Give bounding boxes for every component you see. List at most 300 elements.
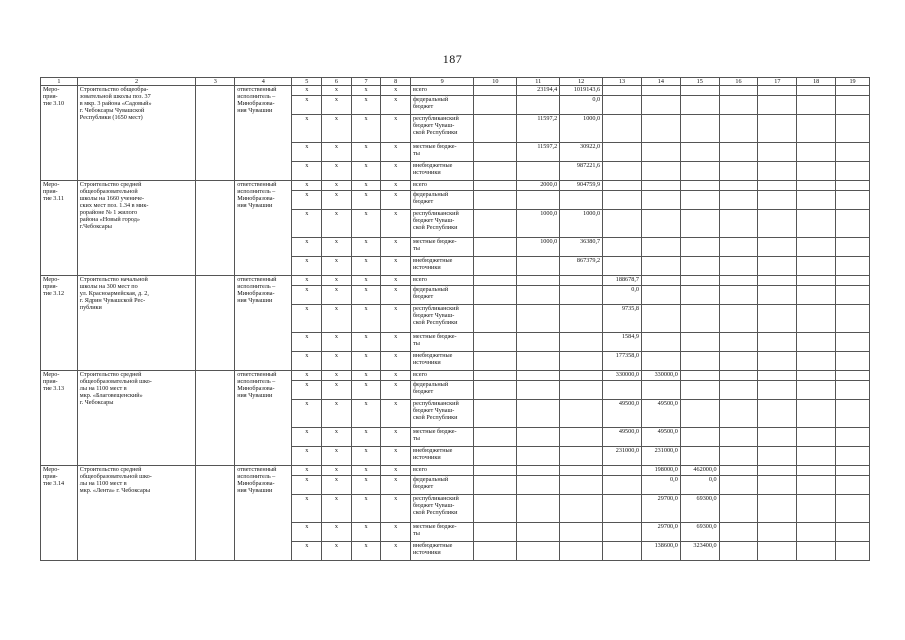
col3-cell	[196, 466, 235, 561]
col3-cell	[196, 86, 235, 181]
empty-cell	[836, 400, 870, 428]
x-mark: x	[292, 523, 322, 542]
empty-cell	[836, 371, 870, 381]
value-cell: 330000,0	[603, 371, 642, 381]
empty-cell	[719, 400, 758, 428]
x-mark: x	[381, 143, 411, 162]
value-cell	[560, 476, 603, 495]
value-cell	[603, 162, 642, 181]
funding-source: всего	[410, 181, 473, 191]
x-mark: x	[322, 466, 352, 476]
value-cell	[603, 466, 642, 476]
value-cell: 1000,0	[560, 115, 603, 143]
x-mark: x	[322, 162, 352, 181]
measure-id: Меро- прия- тие 3.13	[41, 371, 78, 466]
table-row	[41, 371, 870, 381]
empty-cell	[758, 238, 797, 257]
value-cell	[680, 352, 719, 371]
col10-cell	[474, 476, 517, 495]
value-cell	[641, 96, 680, 115]
value-cell	[560, 191, 603, 210]
empty-cell	[836, 238, 870, 257]
header-cell: 11	[517, 78, 560, 86]
value-cell: 49500,0	[641, 400, 680, 428]
value-cell	[641, 257, 680, 276]
x-mark: x	[351, 143, 381, 162]
funding-source: всего	[410, 276, 473, 286]
x-mark: x	[351, 371, 381, 381]
x-mark: x	[381, 238, 411, 257]
table-row	[41, 276, 870, 286]
empty-cell	[797, 381, 836, 400]
x-mark: x	[351, 115, 381, 143]
x-mark: x	[322, 495, 352, 523]
value-cell	[603, 191, 642, 210]
empty-cell	[758, 143, 797, 162]
empty-cell	[797, 466, 836, 476]
col10-cell	[474, 191, 517, 210]
value-cell: 904759,9	[560, 181, 603, 191]
value-cell	[603, 143, 642, 162]
table-row	[41, 181, 870, 191]
executor: ответственный исполнитель – Минобразова- ния Чувашии	[235, 86, 292, 181]
x-mark: x	[381, 447, 411, 466]
x-mark: x	[351, 191, 381, 210]
value-cell	[680, 115, 719, 143]
empty-cell	[719, 257, 758, 276]
empty-cell	[758, 286, 797, 305]
empty-cell	[836, 447, 870, 466]
value-cell	[517, 352, 560, 371]
empty-cell	[758, 333, 797, 352]
value-cell	[680, 210, 719, 238]
x-mark: x	[351, 495, 381, 523]
value-cell: 198000,0	[641, 466, 680, 476]
x-mark: x	[351, 523, 381, 542]
empty-cell	[836, 381, 870, 400]
empty-cell	[836, 181, 870, 191]
x-mark: x	[322, 305, 352, 333]
empty-cell	[719, 115, 758, 143]
empty-cell	[758, 495, 797, 523]
value-cell	[680, 276, 719, 286]
x-mark: x	[322, 181, 352, 191]
empty-cell	[758, 381, 797, 400]
empty-cell	[836, 191, 870, 210]
empty-cell	[797, 162, 836, 181]
measure-name: Строительство средней общеобразовательной шко- лы на 1100 мест в мкр. «Благовещенский» г. Чебоксары	[77, 371, 196, 466]
value-cell: 9735,8	[603, 305, 642, 333]
empty-cell	[758, 305, 797, 333]
x-mark: x	[292, 162, 322, 181]
measure-name: Строительство средней общеобразовательной школы на 1660 учениче- ских мест поз. 1.34 в мик- рорайоне № 1 жилого района «Новый город» г.Чебоксары	[77, 181, 196, 276]
x-mark: x	[322, 86, 352, 96]
value-cell	[560, 495, 603, 523]
header-cell: 3	[196, 78, 235, 86]
value-cell	[517, 428, 560, 447]
value-cell: 0,0	[641, 476, 680, 495]
x-mark: x	[381, 115, 411, 143]
measure-id: Меро- прия- тие 3.10	[41, 86, 78, 181]
col10-cell	[474, 210, 517, 238]
x-mark: x	[351, 333, 381, 352]
x-mark: x	[381, 352, 411, 371]
x-mark: x	[292, 447, 322, 466]
measure-name: Строительство средней общеобразовательной шко- лы на 1100 мест в мкр. «Лента» г. Чебоксары	[77, 466, 196, 561]
x-mark: x	[381, 381, 411, 400]
col10-cell	[474, 162, 517, 181]
empty-cell	[836, 428, 870, 447]
empty-cell	[836, 305, 870, 333]
value-cell	[517, 191, 560, 210]
value-cell	[641, 305, 680, 333]
empty-cell	[797, 286, 836, 305]
x-mark: x	[322, 257, 352, 276]
empty-cell	[797, 143, 836, 162]
funding-source: республиканский бюджет Чуваш- ской Республики	[410, 210, 473, 238]
x-mark: x	[292, 305, 322, 333]
empty-cell	[836, 86, 870, 96]
empty-cell	[797, 352, 836, 371]
col10-cell	[474, 276, 517, 286]
empty-cell	[758, 476, 797, 495]
value-cell	[517, 371, 560, 381]
empty-cell	[797, 523, 836, 542]
value-cell	[560, 381, 603, 400]
empty-cell	[758, 400, 797, 428]
x-mark: x	[322, 352, 352, 371]
x-mark: x	[351, 381, 381, 400]
x-mark: x	[292, 542, 322, 561]
empty-cell	[758, 181, 797, 191]
col10-cell	[474, 371, 517, 381]
value-cell	[560, 305, 603, 333]
x-mark: x	[292, 143, 322, 162]
value-cell	[560, 523, 603, 542]
value-cell: 29700,0	[641, 523, 680, 542]
value-cell: 0,0	[603, 286, 642, 305]
empty-cell	[836, 286, 870, 305]
funding-source: республиканский бюджет Чуваш- ской Республики	[410, 495, 473, 523]
header-cell: 2	[77, 78, 196, 86]
empty-cell	[797, 333, 836, 352]
x-mark: x	[351, 542, 381, 561]
value-cell: 23194,4	[517, 86, 560, 96]
empty-cell	[797, 191, 836, 210]
value-cell	[517, 523, 560, 542]
funding-source: федеральный бюджет	[410, 191, 473, 210]
value-cell	[560, 276, 603, 286]
empty-cell	[719, 143, 758, 162]
col10-cell	[474, 115, 517, 143]
empty-cell	[758, 115, 797, 143]
value-cell	[641, 143, 680, 162]
empty-cell	[719, 238, 758, 257]
value-cell: 49500,0	[603, 428, 642, 447]
x-mark: x	[322, 428, 352, 447]
header-cell: 12	[560, 78, 603, 86]
value-cell	[603, 210, 642, 238]
x-mark: x	[381, 305, 411, 333]
empty-cell	[836, 96, 870, 115]
empty-cell	[797, 210, 836, 238]
executor: ответственный исполнитель – Минобразова- ния Чувашии	[235, 466, 292, 561]
x-mark: x	[381, 428, 411, 447]
value-cell: 2000,0	[517, 181, 560, 191]
funding-source: федеральный бюджет	[410, 381, 473, 400]
x-mark: x	[381, 96, 411, 115]
empty-cell	[797, 400, 836, 428]
value-cell: 1584,9	[603, 333, 642, 352]
value-cell	[641, 238, 680, 257]
empty-cell	[836, 257, 870, 276]
header-cell: 9	[410, 78, 473, 86]
header-cell: 8	[381, 78, 411, 86]
empty-cell	[758, 428, 797, 447]
x-mark: x	[292, 115, 322, 143]
x-mark: x	[381, 210, 411, 238]
empty-cell	[758, 96, 797, 115]
value-cell: 177358,0	[603, 352, 642, 371]
x-mark: x	[322, 115, 352, 143]
empty-cell	[758, 210, 797, 238]
x-mark: x	[381, 371, 411, 381]
empty-cell	[719, 210, 758, 238]
x-mark: x	[292, 96, 322, 115]
empty-cell	[719, 181, 758, 191]
empty-cell	[797, 257, 836, 276]
header-cell: 17	[758, 78, 797, 86]
value-cell: 36380,7	[560, 238, 603, 257]
x-mark: x	[292, 466, 322, 476]
value-cell	[680, 191, 719, 210]
col10-cell	[474, 286, 517, 305]
x-mark: x	[381, 181, 411, 191]
measure-id: Меро- прия- тие 3.14	[41, 466, 78, 561]
x-mark: x	[381, 86, 411, 96]
col10-cell	[474, 352, 517, 371]
funding-source: республиканский бюджет Чуваш- ской Республики	[410, 305, 473, 333]
header-cell: 16	[719, 78, 758, 86]
x-mark: x	[381, 476, 411, 495]
empty-cell	[797, 371, 836, 381]
x-mark: x	[322, 210, 352, 238]
empty-cell	[836, 523, 870, 542]
header-cell: 1	[41, 78, 78, 86]
empty-cell	[797, 476, 836, 495]
x-mark: x	[322, 523, 352, 542]
header-cell: 19	[836, 78, 870, 86]
value-cell: 69300,0	[680, 523, 719, 542]
x-mark: x	[322, 447, 352, 466]
x-mark: x	[292, 428, 322, 447]
header-cell: 5	[292, 78, 322, 86]
empty-cell	[797, 276, 836, 286]
x-mark: x	[351, 162, 381, 181]
value-cell: 231000,0	[603, 447, 642, 466]
empty-cell	[758, 447, 797, 466]
empty-cell	[719, 381, 758, 400]
value-cell: 188678,7	[603, 276, 642, 286]
x-mark: x	[292, 210, 322, 238]
empty-cell	[758, 371, 797, 381]
x-mark: x	[322, 143, 352, 162]
empty-cell	[836, 115, 870, 143]
x-mark: x	[381, 523, 411, 542]
funding-source: местные бюдже- ты	[410, 238, 473, 257]
empty-cell	[719, 86, 758, 96]
value-cell	[517, 476, 560, 495]
empty-cell	[836, 276, 870, 286]
value-cell	[603, 523, 642, 542]
funding-source: федеральный бюджет	[410, 286, 473, 305]
x-mark: x	[292, 286, 322, 305]
funding-source: внебюджетные источники	[410, 352, 473, 371]
value-cell	[517, 96, 560, 115]
value-cell	[603, 115, 642, 143]
x-mark: x	[381, 542, 411, 561]
col3-cell	[196, 276, 235, 371]
header-cell: 7	[351, 78, 381, 86]
x-mark: x	[351, 276, 381, 286]
funding-source: внебюджетные источники	[410, 447, 473, 466]
x-mark: x	[351, 428, 381, 447]
value-cell	[641, 381, 680, 400]
x-mark: x	[292, 276, 322, 286]
value-cell	[517, 305, 560, 333]
col10-cell	[474, 238, 517, 257]
empty-cell	[797, 115, 836, 143]
x-mark: x	[322, 286, 352, 305]
empty-cell	[758, 466, 797, 476]
funding-source: внебюджетные источники	[410, 542, 473, 561]
value-cell: 30922,0	[560, 143, 603, 162]
empty-cell	[797, 86, 836, 96]
value-cell	[603, 381, 642, 400]
header-cell: 15	[680, 78, 719, 86]
value-cell	[603, 96, 642, 115]
value-cell	[517, 333, 560, 352]
value-cell: 0,0	[560, 96, 603, 115]
x-mark: x	[381, 191, 411, 210]
funding-source: местные бюдже- ты	[410, 143, 473, 162]
value-cell	[641, 333, 680, 352]
funding-source: местные бюдже- ты	[410, 333, 473, 352]
value-cell	[560, 466, 603, 476]
value-cell	[641, 286, 680, 305]
value-cell: 462000,0	[680, 466, 719, 476]
value-cell	[560, 352, 603, 371]
value-cell	[560, 428, 603, 447]
value-cell	[603, 257, 642, 276]
col10-cell	[474, 466, 517, 476]
x-mark: x	[292, 333, 322, 352]
empty-cell	[719, 371, 758, 381]
empty-cell	[719, 466, 758, 476]
col10-cell	[474, 428, 517, 447]
x-mark: x	[381, 333, 411, 352]
empty-cell	[836, 466, 870, 476]
value-cell: 11597,2	[517, 143, 560, 162]
value-cell	[603, 238, 642, 257]
col10-cell	[474, 381, 517, 400]
funding-source: местные бюдже- ты	[410, 428, 473, 447]
x-mark: x	[292, 86, 322, 96]
header-row	[41, 78, 870, 86]
x-mark: x	[381, 495, 411, 523]
empty-cell	[758, 86, 797, 96]
empty-cell	[836, 352, 870, 371]
executor: ответственный исполнитель – Минобразова- ния Чувашии	[235, 371, 292, 466]
measure-id: Меро- прия- тие 3.12	[41, 276, 78, 371]
empty-cell	[836, 476, 870, 495]
value-cell	[680, 400, 719, 428]
x-mark: x	[351, 400, 381, 428]
x-mark: x	[292, 257, 322, 276]
empty-cell	[758, 352, 797, 371]
x-mark: x	[322, 238, 352, 257]
value-cell	[603, 181, 642, 191]
x-mark: x	[322, 400, 352, 428]
value-cell	[641, 276, 680, 286]
value-cell	[517, 495, 560, 523]
x-mark: x	[381, 257, 411, 276]
x-mark: x	[322, 476, 352, 495]
funding-source: федеральный бюджет	[410, 476, 473, 495]
value-cell: 1019143,6	[560, 86, 603, 96]
empty-cell	[719, 447, 758, 466]
x-mark: x	[381, 400, 411, 428]
x-mark: x	[381, 466, 411, 476]
empty-cell	[719, 162, 758, 181]
col10-cell	[474, 96, 517, 115]
value-cell: 1000,0	[517, 238, 560, 257]
col10-cell	[474, 447, 517, 466]
col10-cell	[474, 333, 517, 352]
value-cell	[680, 305, 719, 333]
funding-source: местные бюдже- ты	[410, 523, 473, 542]
value-cell	[680, 381, 719, 400]
x-mark: x	[351, 447, 381, 466]
x-mark: x	[351, 305, 381, 333]
x-mark: x	[292, 381, 322, 400]
empty-cell	[719, 286, 758, 305]
value-cell	[680, 333, 719, 352]
value-cell: 11597,2	[517, 115, 560, 143]
x-mark: x	[292, 400, 322, 428]
value-cell	[517, 381, 560, 400]
empty-cell	[719, 542, 758, 561]
value-cell	[680, 371, 719, 381]
x-mark: x	[351, 238, 381, 257]
header-cell: 6	[322, 78, 352, 86]
value-cell: 1000,0	[517, 210, 560, 238]
col10-cell	[474, 257, 517, 276]
empty-cell	[758, 162, 797, 181]
x-mark: x	[351, 257, 381, 276]
header-cell: 13	[603, 78, 642, 86]
empty-cell	[719, 276, 758, 286]
empty-cell	[797, 96, 836, 115]
empty-cell	[719, 523, 758, 542]
empty-cell	[797, 428, 836, 447]
empty-cell	[797, 181, 836, 191]
value-cell	[603, 542, 642, 561]
x-mark: x	[351, 86, 381, 96]
funding-source: республиканский бюджет Чуваш- ской Республики	[410, 115, 473, 143]
empty-cell	[719, 191, 758, 210]
col10-cell	[474, 181, 517, 191]
